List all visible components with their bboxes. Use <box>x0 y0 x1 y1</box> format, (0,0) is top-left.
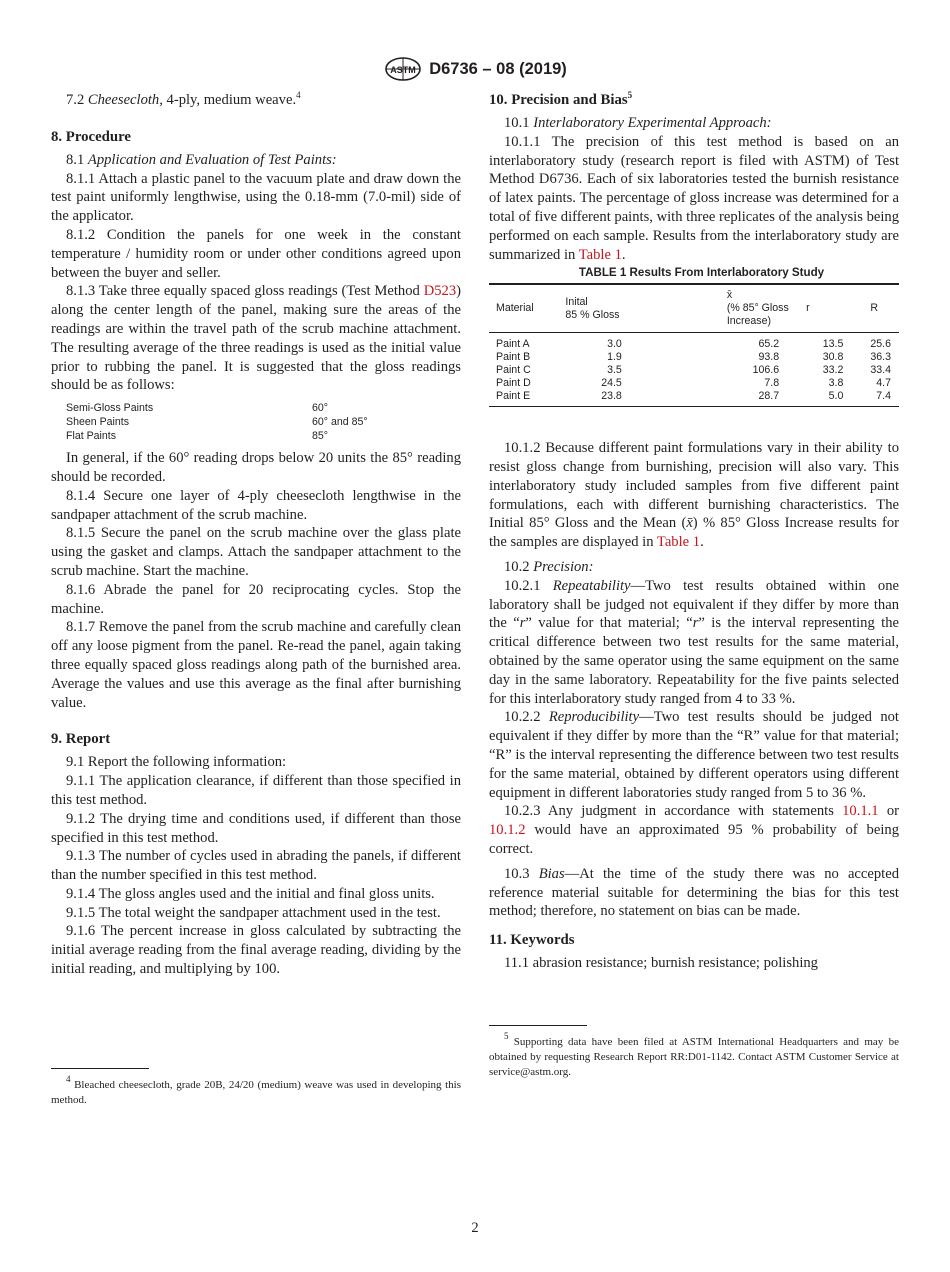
para-8-1-7: 8.1.7 Remove the panel from the scrub machine and carefully clean off any loose pigment from the panel. Re-read the panel, again taking three equally spaced gloss readings along path of the burnished area. Average the values and use this average as the final after burnishing value. <box>51 619 461 711</box>
section-9-heading: 9. Report <box>51 731 111 748</box>
gloss-row: Flat Paints 85° <box>66 430 329 443</box>
para-10-1: 10.1 Interlaboratory Experimental Approach: <box>504 115 772 131</box>
table-row: Paint B 1.9 93.8 30.8 36.3 <box>496 351 891 364</box>
footnote-rule-right <box>489 1025 587 1026</box>
left-column <box>51 91 461 979</box>
para-10-2-1: 10.2.1 Repeatability—Two test results obtained within one laboratory shall be judged not equivalent if they differ by more than the “r” value for that material; “r” is the interval representing the critical difference between two test results for the same material, obtained by the same operator using the same equipment on the same day in the same laboratory. Repeatability for the five paints selected for this interlaboratory study ranged from 4 to 33 %. <box>489 577 899 707</box>
astm-logo-icon <box>383 56 423 82</box>
table-header-row <box>489 284 899 333</box>
para-9-1-5: 9.1.5 The total weight the sandpaper attachment used in the test. <box>66 904 441 921</box>
header-R: R <box>870 302 879 315</box>
para-10-2-3: 10.2.3 Any judgment in accordance with statements 10.1.1 or 10.1.2 would have an approximated 95 % probability of being correct. <box>489 803 899 857</box>
link-d523[interactable]: D523 <box>423 283 457 300</box>
section-11-heading: 11. Keywords <box>489 932 575 949</box>
para-10-2-2: 10.2.2 Reproducibility—Two test results should be judged not equivalent if they differ by more than the “R” value for that material; “R” is the interval representing the difference between two test results for the same material, obtained by different operators using different equipment in different laboratories study ranged from 5 to 36 %. <box>489 709 899 801</box>
page-number: 2 <box>471 1220 479 1236</box>
gloss-reading-list <box>66 401 461 443</box>
link-table-1[interactable]: Table 1 <box>578 246 622 263</box>
footnote-4: $^4$ Bleached cheesecloth, grade 20B, 24/20 (medium) weave was used in developing this method. <box>51 1074 461 1107</box>
para-7-2: 7.2 Cheesecloth, 4-ply, medium weave.$^4$ <box>66 90 301 108</box>
table-caption: TABLE 1 Results From Interlaboratory Study <box>578 266 825 280</box>
para-10-2: 10.2 Precision: <box>504 558 594 575</box>
header-r: r <box>806 302 810 315</box>
header-mean-increase: x̄ (% 85° Gloss Increase) <box>726 289 789 328</box>
gloss-row: Semi-Gloss Paints 60° <box>66 402 329 415</box>
para-general-note: In general, if the 60° reading drops below 20 units the 85° reading should be recorded. <box>51 450 461 485</box>
footnote-rule-left <box>51 1068 149 1069</box>
para-8-1-5: 8.1.5 Secure the panel on the scrub machine over the glass plate using the gasket and clamps. Attach the sandpaper attachment to the scrub machine. Start the machine. <box>51 525 461 579</box>
section-8-heading: 8. Procedure <box>51 128 131 145</box>
para-9-1: 9.1 Report the following information: <box>66 754 287 771</box>
gloss-row: Sheen Paints 60° and 85° <box>66 416 368 429</box>
para-9-1-1: 9.1.1 The application clearance, if different than those specified in this test method. <box>51 773 461 808</box>
page-header <box>0 56 950 87</box>
footnote-ref-5[interactable]: 5 <box>627 90 633 100</box>
para-9-1-4: 9.1.4 The gloss angles used and the initial and final gloss units. <box>66 885 435 902</box>
table-row: Paint A 3.0 65.2 13.5 25.6 <box>496 338 891 351</box>
document-designation: D6736 – 08 (2019) <box>429 59 567 78</box>
astm-logo-text: ASTM <box>390 65 416 75</box>
right-column <box>489 91 899 973</box>
table-row: Paint C 3.5 106.6 33.2 33.4 <box>496 364 891 377</box>
para-9-1-3: 9.1.3 The number of cycles used in abrading the panels, if different than the number specified in this test method. <box>51 848 461 884</box>
table-row: Paint D 24.5 7.8 3.8 4.7 <box>496 377 891 390</box>
para-9-1-2: 9.1.2 The drying time and conditions used, if different than those specified in this test method. <box>51 810 461 846</box>
para-10-1-2: 10.1.2 Because different paint formulations vary in their ability to resist gloss change from burnishing, precision will also vary. This interlaboratory study included samples from five different paint formulations, each with different burnishing characteristics. The Initial 85° Gloss and the Mean (x̄) % 85° Gloss Increase results for the samples are displayed in Table 1. <box>489 440 899 551</box>
results-table <box>489 283 899 407</box>
table-row: Paint E 23.8 28.7 5.0 7.4 <box>489 390 899 407</box>
para-8-1: 8.1 Application and Evaluation of Test Paints: <box>66 151 337 168</box>
para-8-1-1: 8.1.1 Attach a plastic panel to the vacuum plate and draw down the test paint uniformly lengthwise, using the 0.18-mm (7.0-mil) side of the applicator. <box>51 170 461 225</box>
footnote-5: $^5$ Supporting data have been filed at ASTM International Headquarters and may be obtained by requesting Research Report RR:D01-1142. Contact ASTM Customer Service at service@astm.org. <box>489 1031 899 1079</box>
para-8-1-3: 8.1.3 Take three equally spaced gloss readings (Test Method D523) along the center length of the panel, making sure the areas of the readings are within the travel path of the scrub machine attachment. The resulting average of the three readings is used as the initial value prior to rubbing the panel. It is suggested that the gloss readings should be as follows: <box>51 283 461 394</box>
para-8-1-6: 8.1.6 Abrade the panel for 20 reciprocating cycles. Stop the machine. <box>51 581 461 617</box>
para-10-3: 10.3 Bias—At the time of the study there was no accepted reference material suitable for determining the bias for this test method; therefore, no statement on bias can be made. <box>489 865 899 920</box>
link-table-1-second[interactable]: Table 1 <box>656 534 701 551</box>
para-9-1-6: 9.1.6 The percent increase in gloss calculated by subtracting the initial average reading from the final average reading, dividing by the initial reading, and multiplying by 100. <box>51 923 461 978</box>
para-11-1: 11.1 abrasion resistance; burnish resistance; polishing <box>504 955 818 972</box>
link-10-1-2[interactable]: 10.1.2 <box>489 822 526 839</box>
section-10-heading: 10. Precision and Bias$^5$ <box>489 90 633 108</box>
header-material: Material <box>496 302 534 315</box>
footnote-ref-4[interactable]: 4 <box>296 90 301 100</box>
para-10-1-1: 10.1.1 The precision of this test method is based on an interlaboratory study (research report is filed with ASTM) of Test Method D6736. Each of six laboratories tested the burnish resistance of latex paints. The percentage of gloss increase was determined for a total of five different paints, with three replicates of the analysis being performed on each sample. Results from the interlaboratory study are summarized in Table 1. <box>489 133 899 263</box>
header-initial-gloss: Inital 85 % Gloss <box>565 295 620 321</box>
para-8-1-4: 8.1.4 Secure one layer of 4-ply cheesecloth lengthwise in the sandpaper attachment of the scrub machine. <box>51 487 461 523</box>
link-10-1-1[interactable]: 10.1.1 <box>842 803 879 820</box>
para-8-1-2: 8.1.2 Condition the panels for one week in the constant temperature / humidity room or under other conditions agreed upon between the buyer and seller. <box>51 226 461 281</box>
